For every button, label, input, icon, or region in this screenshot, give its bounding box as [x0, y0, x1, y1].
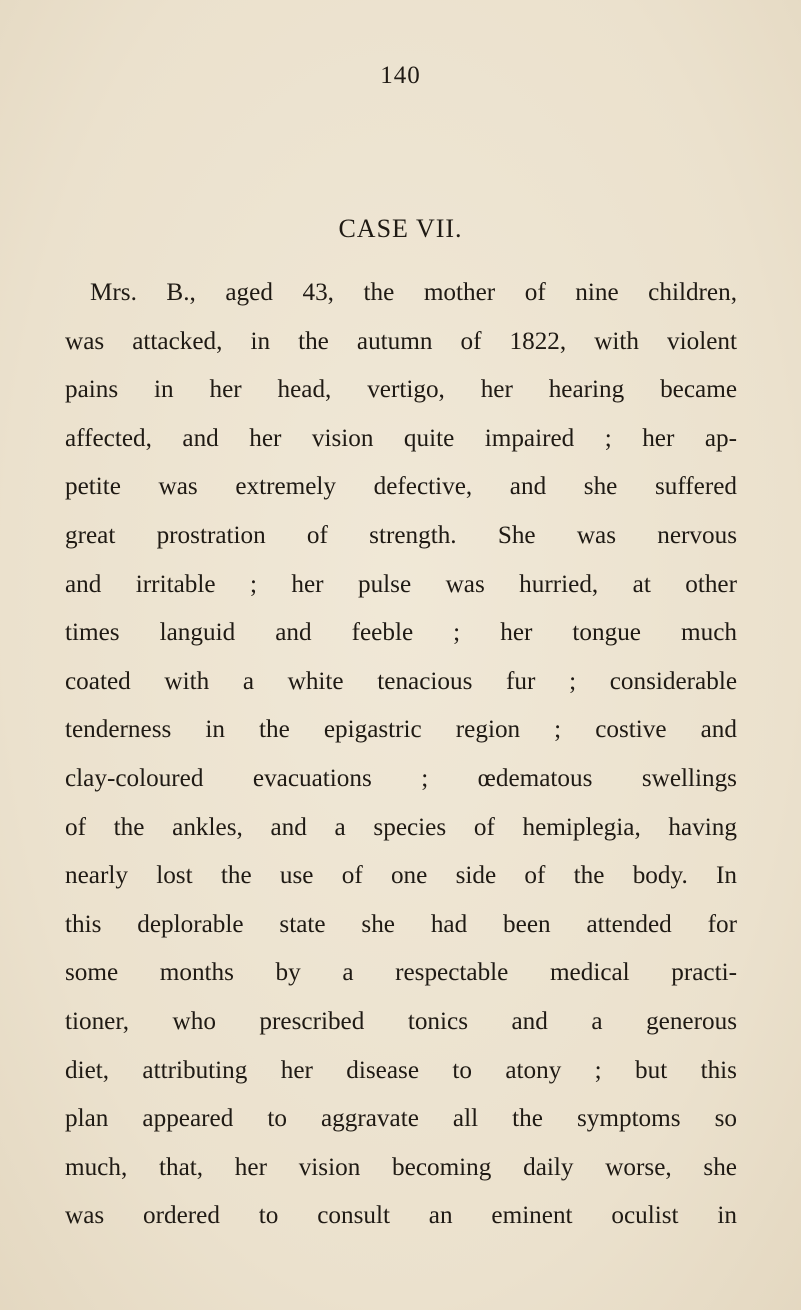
text-line: much, that, her vision becoming daily worse, she — [65, 1153, 737, 1181]
text-line: clay-coloured evacuations ; œdematous swellings — [65, 764, 737, 792]
text-line: affected, and her vision quite impaired ; her ap- — [65, 424, 737, 452]
text-line: was attacked, in the autumn of 1822, with violent — [65, 327, 737, 355]
text-line: tenderness in the epigastric region ; costive and — [65, 716, 737, 744]
text-line: of the ankles, and a species of hemiplegia, having — [65, 813, 737, 841]
text-line: pains in her head, vertigo, her hearing became — [65, 376, 737, 404]
text-line: Mrs. B., aged 43, the mother of nine children, — [90, 279, 737, 306]
body-paragraph — [65, 269, 737, 1241]
text-line: times languid and feeble ; her tongue much — [65, 619, 737, 647]
text-line: great prostration of strength. She was nervous — [65, 521, 737, 549]
text-line: this deplorable state she had been attended for — [65, 910, 737, 938]
text-line: petite was extremely defective, and she suffered — [65, 473, 737, 501]
text-line: was ordered to consult an eminent oculist in — [65, 1202, 737, 1230]
text-line: diet, attributing her disease to atony ; but this — [65, 1056, 737, 1084]
text-line: coated with a white tenacious fur ; considerable — [65, 667, 737, 695]
page-number: 140 — [380, 62, 421, 89]
text-line: nearly lost the use of one side of the body. In — [65, 862, 737, 890]
text-line: tioner, who prescribed tonics and a generous — [65, 1007, 737, 1035]
case-heading: CASE VII. — [338, 214, 463, 243]
text-line: some months by a respectable medical practi- — [65, 959, 737, 987]
text-line: and irritable ; her pulse was hurried, at other — [65, 570, 737, 598]
text-line: plan appeared to aggravate all the symptoms so — [65, 1105, 737, 1133]
